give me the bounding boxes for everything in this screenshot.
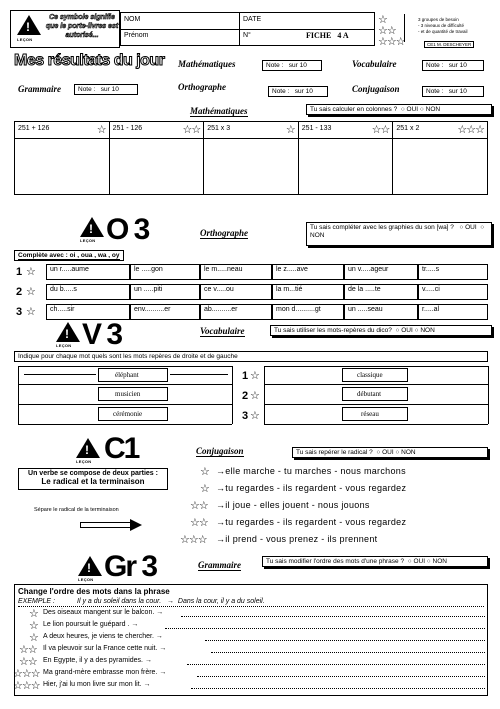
star-icon: ☆☆ [19,643,37,656]
star-icon: ☆ [26,285,35,298]
star-icon: ☆ [200,482,209,495]
conj-line[interactable]: →il prend - vous prenez - ils prennent [216,534,378,544]
answer-line[interactable] [181,616,485,617]
example-label: EXEMPLE : [18,598,55,605]
conj-line[interactable]: →elle marche - tu marches - nous marchons [216,466,406,476]
word-cell[interactable]: ab..........er [200,304,272,320]
star-icon: ☆ [26,305,35,318]
answer-line[interactable] [191,688,485,689]
conj-title: Conjugaison [196,446,244,456]
star-icon: ☆ [29,619,38,632]
result-label-vocab: Vocabulaire [352,59,397,69]
warning-icon [80,217,104,237]
word-cell[interactable]: un .....seau [344,304,418,320]
word-cell[interactable]: v.....ci [418,284,488,300]
vocab-word-box: réseau [342,407,408,421]
lecon-label: LEÇON [17,37,33,42]
word-cell[interactable]: mon d..........gt [272,304,344,320]
example-text: Il y a du soleil dans la cour. → Dans la cour, il y a du soleil. [77,598,265,605]
word-cell[interactable]: la m...tié [272,284,344,300]
star-icon: ☆ [200,465,209,478]
vocab-instruction: Indique pour chaque mot quels sont les mots repères de droite et de gauche [14,351,488,362]
word-cell[interactable]: ch.....sir [46,304,130,320]
conj-non-option[interactable]: NON [401,449,416,456]
nom-label: NOM [124,16,141,23]
answer-line[interactable] [211,652,485,653]
math-ops-grid [14,121,488,195]
lecon-label: LEÇON [78,577,94,582]
gram-oui-option[interactable]: OUI [413,558,425,565]
ortho-instruction: Complète avec : oi , oua , wa , oy [14,250,124,261]
vocab-word-box: musicien [98,387,168,401]
conj-instruction: Sépare le radical de la terminaison [34,507,119,513]
arrow-icon [80,519,144,531]
lecon-label: LEÇON [80,238,96,243]
lecon-label: LEÇON [76,459,92,464]
legend-line-2: - 3 niveaux de difficulté [418,23,464,28]
gram-title: Grammaire [198,560,242,570]
conj-code: C1 [104,432,139,465]
vocab-word-box: éléphant [98,368,168,382]
note-box-gram[interactable]: Note : sur 10 [74,84,138,95]
math-op-cell[interactable]: 251 x 3 ☆ [204,122,299,194]
star-icon: ☆☆☆ [13,667,40,680]
gram-sentence: Ma grand-mère embrasse mon frère. → [43,669,167,676]
name-date-box [120,12,375,46]
vocab-title: Vocabulaire [200,326,245,336]
gram-code: Gr 3 [104,550,157,583]
vocab-code: V 3 [82,318,122,351]
fiche-title: FICHE 4 A [306,31,349,40]
gram-non-option[interactable]: NON [432,558,447,565]
note-box-math[interactable]: Note : sur 10 [262,60,322,71]
result-label-ortho: Orthographe [178,82,227,92]
gram-sentence: A deux heures, je viens te chercher. → [43,633,163,640]
warning-icon [78,556,102,576]
math-question: Tu sais calculer en colonnes ? ○ OUI ○ NON [306,104,492,115]
gram-sentence: Le lion poursuit le guépard . → [43,621,139,628]
answer-arrow-left[interactable] [24,374,96,375]
ortho-oui-option[interactable]: OUI [465,224,477,231]
word-cell[interactable]: ce v.....ou [200,284,272,300]
star-icon: ☆☆ [378,24,396,37]
star-icon: ☆ [26,265,35,278]
results-title: Mes résultats du jour [14,52,165,69]
star-icon: ☆ [29,631,38,644]
result-label-gram: Grammaire [18,84,62,94]
gram-sentence: Il va pleuvoir sur la France cette nuit. → [43,645,167,652]
math-op-cell[interactable]: 251 - 133 ☆☆ [299,122,394,194]
star-icon: ☆☆☆ [13,679,40,692]
math-non-option[interactable]: NON [425,106,441,113]
star-icon: ☆ [250,369,259,382]
star-icon: ☆☆☆ [457,123,484,136]
word-cell[interactable]: un v.....ageur [344,264,418,280]
gram-sentence: En Egypte, il y a des pyramides. → [43,657,152,664]
warning-icon [56,322,80,342]
vocab-left-table [18,366,232,426]
conj-line[interactable]: →il joue - elles jouent - nous jouons [216,500,370,510]
vocab-word-box: débutant [342,387,408,401]
vocab-non-option[interactable]: NON [420,327,435,334]
answer-line[interactable] [205,640,485,641]
vocab-right-table: 1 ☆ 2 ☆ 3 ☆ classique débutant réseau [242,366,488,426]
answer-line[interactable] [187,664,485,665]
conj-line[interactable]: →tu regardes - ils regardent - vous regardez [216,517,407,527]
word-cell[interactable]: un r.....aume [46,264,130,280]
conj-line[interactable]: →tu regardes - ils regardent - vous regardez [216,483,407,493]
star-icon: ☆☆ [182,123,201,136]
lecon-label: LEÇON [56,343,72,348]
gram-sentence: Des oiseaux mangent sur le balcon. → [43,609,164,616]
badge-text: Ce symbole signifie que le porte-livres est autorisé... [45,14,119,39]
vocab-word-box: cérémonie [98,407,168,421]
ortho-code: O 3 [106,213,149,246]
vocab-oui-option[interactable]: OUI [401,327,413,334]
star-icon: ☆ [285,123,295,136]
star-icon: ☆ [96,123,106,136]
word-cell[interactable]: tr.....s [418,264,488,280]
legend-line-3: - et de quantité de travail [418,29,468,34]
result-label-math: Mathématiques [178,59,236,69]
conj-rule-box: Un verbe se compose de deux parties : Le radical et la terminaison [18,468,168,490]
word-cell[interactable]: du b.....s [46,284,130,300]
word-cell[interactable]: r.....al [418,304,488,320]
word-cell[interactable]: env..........er [130,304,200,320]
gram-heading: Change l'ordre des mots dans la phrase [18,587,170,596]
math-oui-option[interactable]: OUI [406,106,419,113]
vocab-word-box: classique [342,368,408,382]
porte-livres-badge [10,10,120,48]
ortho-row-2 [46,284,488,300]
word-cell[interactable]: le z.....ave [272,264,344,280]
note-box-conj[interactable]: Note : sur 10 [422,86,484,97]
word-cell[interactable]: le .....gon [130,264,200,280]
star-icon: ☆ [250,389,259,402]
vocab-question: Tu sais utiliser les mots-repères du dico? ○ OUI ○ NON [270,325,492,336]
star-icon: ☆☆ [190,499,208,512]
conj-question: Tu sais repérer le radical ? ○ OUI ○ NON [292,447,488,458]
star-icon: ☆ [29,607,38,620]
math-op-cell[interactable]: 251 x 2 ☆☆☆ [393,122,487,194]
star-icon: ☆ [250,409,259,422]
star-icon: ☆ [378,13,387,26]
conj-oui-option[interactable]: OUI [382,449,394,456]
prenom-label: Prénom [124,32,149,39]
star-icon: ☆☆☆ [378,35,405,48]
date-label: DATE [243,16,262,23]
warning-icon [76,438,100,458]
warning-icon [17,15,41,35]
answer-line[interactable] [165,628,485,629]
ortho-row-1 [46,264,488,280]
math-title: Mathématiques [190,106,248,116]
star-icon: ☆☆☆ [180,533,207,546]
word-cell[interactable]: de la .....te [344,284,418,300]
word-cell[interactable]: un .....piti [130,284,200,300]
gram-question: Tu sais modifier l'ordre des mots d'une phrase ? ○ OUI ○ NON [262,556,488,567]
note-box-vocab[interactable]: Note : sur 10 [422,60,484,71]
answer-line[interactable] [197,676,485,677]
gram-exercise-box [14,584,488,696]
legend-line-4: CE1 M. DESCHEYER [424,41,474,48]
ortho-title: Orthographe [200,228,249,238]
level-legend [378,12,490,50]
legend-line-1: 3 groupes de besoin [418,17,459,22]
note-box-ortho[interactable]: Note : sur 10 [268,86,328,97]
answer-arrow-right[interactable] [170,374,228,375]
gram-sentence: Hier, j'ai lu mon livre sur mon lit. → [43,681,151,688]
ortho-non-option[interactable]: NON [310,232,325,239]
star-icon: ☆☆ [371,123,390,136]
star-icon: ☆☆ [190,516,208,529]
ortho-question: Tu sais compléter avec les graphies du son [wa] ? ○ OUI ○ NON [306,222,492,246]
math-op-cell[interactable]: 251 - 126 ☆☆ [110,122,205,194]
num-label: N° [243,32,251,39]
result-label-conj: Conjugaison [352,84,400,94]
math-op-cell[interactable]: 251 + 126 ☆ [15,122,110,194]
star-icon: ☆☆ [19,655,37,668]
word-cell[interactable]: le m.....neau [200,264,272,280]
